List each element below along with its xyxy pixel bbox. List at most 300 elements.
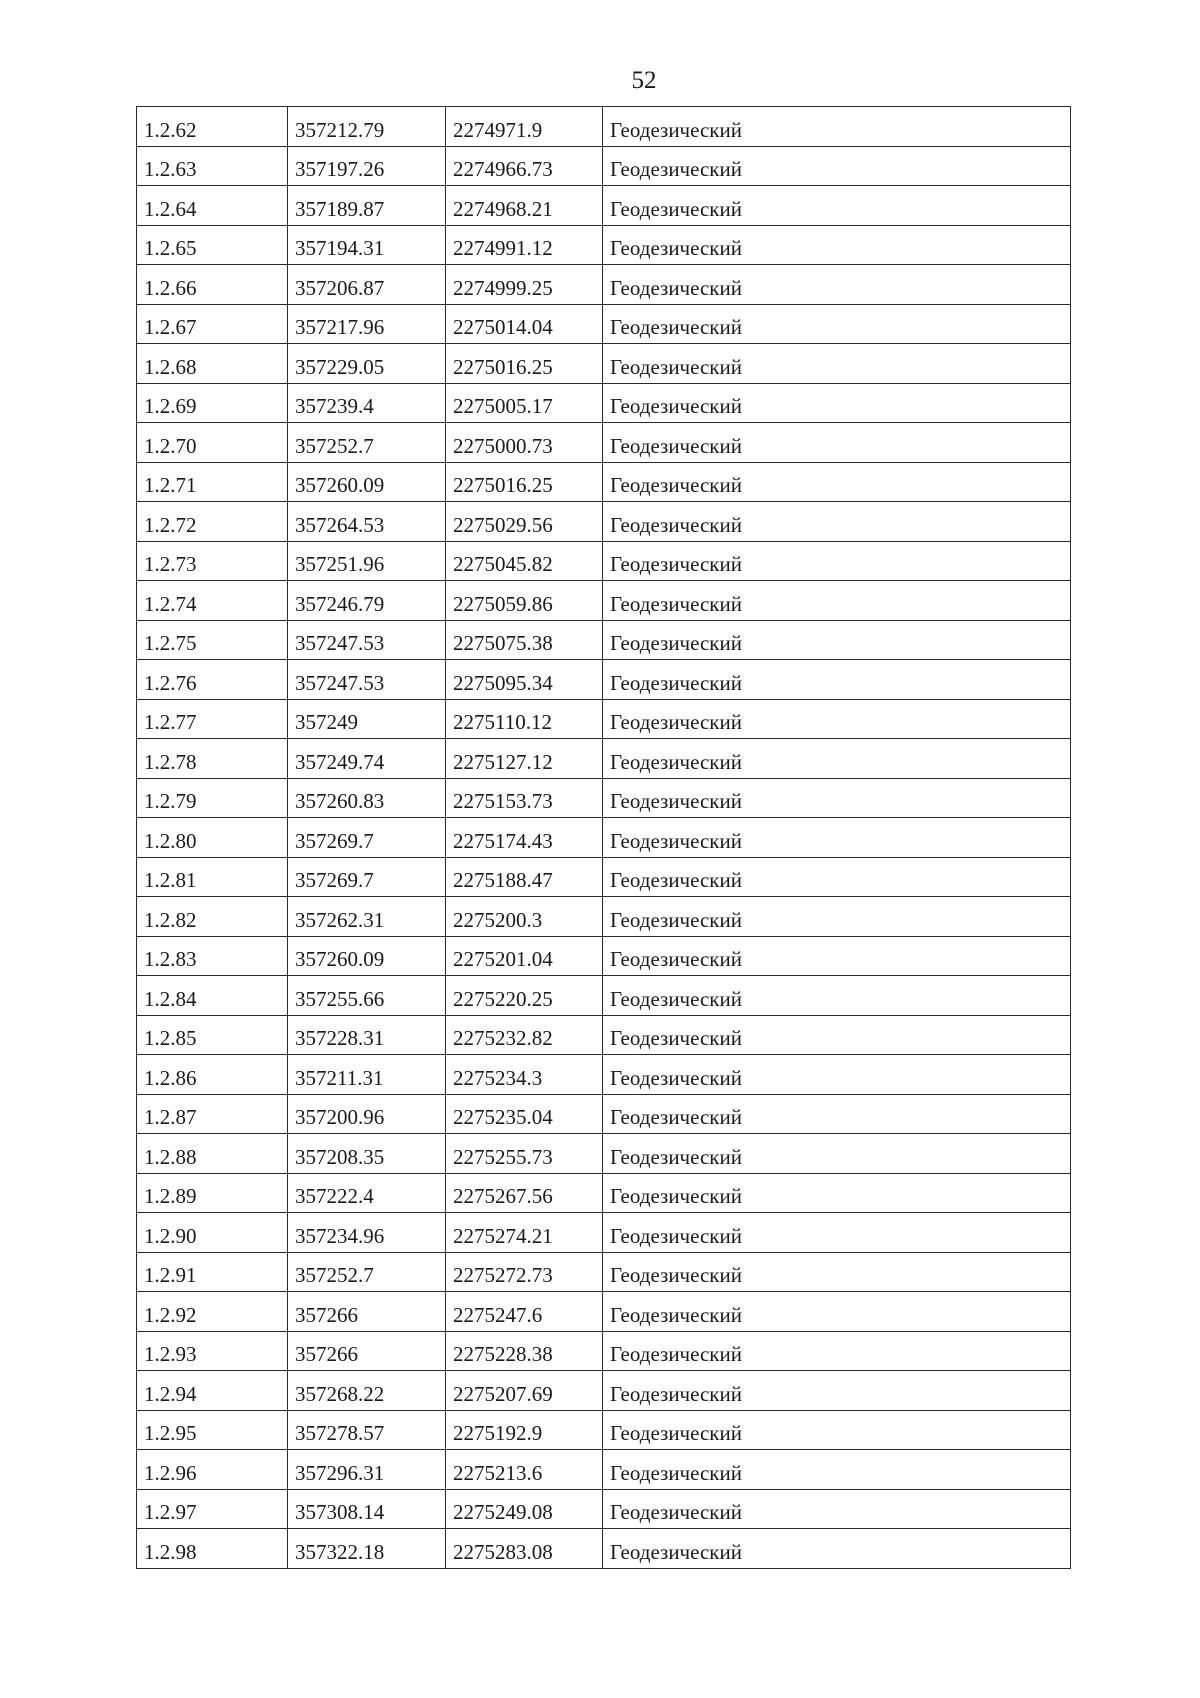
table-row (137, 186, 1071, 226)
table-row (137, 1371, 1071, 1411)
point-id-cell-text: 1.2.88 (144, 1144, 197, 1169)
method-cell (603, 739, 1071, 779)
coordinate-x-cell (288, 1450, 446, 1490)
coordinate-x-cell-text: 357262.31 (295, 907, 385, 932)
coordinate-y-cell (446, 146, 603, 186)
coordinate-y-cell (446, 897, 603, 937)
point-id-cell-text: 1.2.74 (144, 591, 197, 616)
point-id-cell (137, 383, 288, 423)
coordinate-x-cell-text: 357255.66 (295, 986, 385, 1011)
point-id-cell (137, 778, 288, 818)
method-cell (603, 778, 1071, 818)
table-row (137, 541, 1071, 581)
table-row (137, 1450, 1071, 1490)
method-cell-text: Геодезический (610, 907, 742, 932)
coordinate-y-cell-text: 2274999.25 (453, 275, 553, 300)
table-row (137, 107, 1071, 147)
method-cell (603, 1331, 1071, 1371)
point-id-cell (137, 936, 288, 976)
coordinate-y-cell-text: 2275220.25 (453, 986, 553, 1011)
point-id-cell (137, 818, 288, 858)
point-id-cell-text: 1.2.69 (144, 394, 197, 418)
point-id-cell-text: 1.2.93 (144, 1342, 197, 1366)
method-cell-text: Геодезический (610, 196, 742, 221)
point-id-cell (137, 304, 288, 344)
method-cell-text: Геодезический (610, 1263, 742, 1287)
coordinate-x-cell-text: 357251.96 (295, 552, 385, 576)
coordinate-x-cell-text: 357322.18 (295, 1539, 385, 1564)
method-cell-text: Геодезический (610, 512, 742, 537)
table-row (137, 739, 1071, 779)
coordinate-y-cell (446, 936, 603, 976)
coordinate-y-cell (446, 1055, 603, 1095)
method-cell (603, 1450, 1071, 1490)
coordinate-x-cell-text: 357211.31 (295, 1065, 384, 1090)
point-id-cell-text: 1.2.94 (144, 1381, 197, 1406)
method-cell (603, 146, 1071, 186)
table-row (137, 1173, 1071, 1213)
coordinate-y-cell-text: 2275095.34 (453, 670, 553, 695)
coordinate-y-cell (446, 857, 603, 897)
point-id-cell-text: 1.2.73 (144, 552, 197, 576)
coordinate-x-cell-text: 357194.31 (295, 236, 385, 260)
coordinate-x-cell (288, 1134, 446, 1174)
coordinate-y-cell (446, 344, 603, 384)
coordinate-y-cell-text: 2275201.04 (453, 947, 553, 971)
method-cell (603, 541, 1071, 581)
method-cell-text: Геодезический (610, 749, 742, 774)
coordinate-x-cell-text: 357266 (295, 1302, 358, 1327)
point-id-cell-text: 1.2.80 (144, 828, 197, 853)
coordinate-y-cell-text: 2275200.3 (453, 907, 543, 932)
point-id-cell-text: 1.2.63 (144, 157, 197, 181)
method-cell (603, 383, 1071, 423)
point-id-cell (137, 1331, 288, 1371)
coordinate-y-cell-text: 2275232.82 (453, 1026, 553, 1050)
method-cell-text: Геодезический (610, 1460, 742, 1485)
method-cell-text: Геодезический (610, 1421, 742, 1445)
coordinate-y-cell-text: 2275283.08 (453, 1539, 553, 1564)
point-id-cell (137, 1015, 288, 1055)
coordinate-y-cell (446, 1292, 603, 1332)
coordinate-x-cell-text: 357197.26 (295, 157, 385, 181)
coordinate-x-cell-text: 357308.14 (295, 1500, 385, 1524)
point-id-cell (137, 265, 288, 305)
coordinate-x-cell-text: 357252.7 (295, 433, 374, 458)
coordinate-x-cell (288, 897, 446, 937)
table-row (137, 225, 1071, 265)
coordinate-y-cell-text: 2275029.56 (453, 512, 553, 537)
coordinate-y-cell (446, 581, 603, 621)
coordinate-x-cell (288, 541, 446, 581)
point-id-cell-text: 1.2.83 (144, 947, 197, 971)
method-cell (603, 186, 1071, 226)
point-id-cell (137, 1252, 288, 1292)
method-cell-text: Геодезический (610, 1500, 742, 1524)
point-id-cell (137, 1134, 288, 1174)
coordinate-x-cell-text: 357234.96 (295, 1223, 385, 1248)
coordinate-y-cell (446, 423, 603, 463)
coordinate-y-cell (446, 225, 603, 265)
coordinate-y-cell (446, 1450, 603, 1490)
point-id-cell-text: 1.2.78 (144, 749, 197, 774)
coordinate-x-cell-text: 357249.74 (295, 749, 385, 774)
method-cell (603, 1134, 1071, 1174)
coordinate-y-cell (446, 107, 603, 147)
coordinate-x-cell-text: 357247.53 (295, 670, 385, 695)
coordinate-y-cell-text: 2274966.73 (453, 157, 553, 181)
method-cell-text: Геодезический (610, 986, 742, 1011)
coordinate-x-cell (288, 1213, 446, 1253)
coordinate-x-cell (288, 107, 446, 147)
point-id-cell (137, 1213, 288, 1253)
point-id-cell (137, 1489, 288, 1529)
method-cell (603, 976, 1071, 1016)
point-id-cell-text: 1.2.97 (144, 1500, 197, 1524)
coordinate-x-cell (288, 699, 446, 739)
table-row (137, 620, 1071, 660)
coordinate-y-cell (446, 1252, 603, 1292)
coordinate-x-cell-text: 357189.87 (295, 196, 385, 221)
method-cell (603, 620, 1071, 660)
coordinate-x-cell (288, 976, 446, 1016)
method-cell-text: Геодезический (610, 710, 742, 734)
coordinate-y-cell (446, 1371, 603, 1411)
point-id-cell-text: 1.2.96 (144, 1460, 197, 1485)
coordinate-y-cell-text: 2275213.6 (453, 1460, 543, 1485)
point-id-cell-text: 1.2.79 (144, 789, 197, 813)
table-row (137, 502, 1071, 542)
coordinate-y-cell-text: 2275247.6 (453, 1302, 543, 1327)
method-cell-text: Геодезический (610, 354, 742, 379)
coordinate-y-cell (446, 1213, 603, 1253)
table-row (137, 1015, 1071, 1055)
method-cell (603, 1292, 1071, 1332)
method-cell-text: Геодезический (610, 275, 742, 300)
coordinate-x-cell-text: 357247.53 (295, 631, 385, 655)
point-id-cell (137, 146, 288, 186)
coordinate-y-cell-text: 2275016.25 (453, 354, 553, 379)
coordinate-y-cell-text: 2275207.69 (453, 1381, 553, 1406)
point-id-cell (137, 660, 288, 700)
coordinate-y-cell-text: 2274991.12 (453, 236, 553, 260)
point-id-cell (137, 462, 288, 502)
table-row (137, 936, 1071, 976)
coordinate-y-cell (446, 1173, 603, 1213)
point-id-cell (137, 897, 288, 937)
point-id-cell-text: 1.2.81 (144, 868, 197, 892)
point-id-cell (137, 699, 288, 739)
point-id-cell (137, 225, 288, 265)
page-number: 52 (631, 67, 657, 94)
method-cell-text: Геодезический (610, 315, 742, 339)
coordinate-y-cell (446, 1489, 603, 1529)
point-id-cell (137, 1173, 288, 1213)
coordinate-x-cell (288, 344, 446, 384)
table-row (137, 1410, 1071, 1450)
method-cell (603, 304, 1071, 344)
coordinate-x-cell (288, 857, 446, 897)
method-cell (603, 225, 1071, 265)
method-cell (603, 936, 1071, 976)
coordinate-x-cell-text: 357239.4 (295, 394, 374, 418)
coordinate-x-cell (288, 304, 446, 344)
method-cell-text: Геодезический (610, 1184, 742, 1208)
coordinate-x-cell (288, 936, 446, 976)
coordinate-y-cell (446, 1331, 603, 1371)
coordinate-y-cell-text: 2275000.73 (453, 433, 553, 458)
coordinate-y-cell-text: 2275249.08 (453, 1500, 553, 1524)
method-cell (603, 1173, 1071, 1213)
method-cell-text: Геодезический (610, 433, 742, 458)
coordinate-x-cell-text: 357252.7 (295, 1263, 374, 1287)
coordinate-x-cell (288, 1094, 446, 1134)
coordinate-y-cell (446, 541, 603, 581)
coordinate-x-cell-text: 357206.87 (295, 275, 385, 300)
method-cell (603, 897, 1071, 937)
point-id-cell-text: 1.2.76 (144, 670, 197, 695)
point-id-cell-text: 1.2.72 (144, 512, 197, 537)
method-cell (603, 857, 1071, 897)
table-row (137, 1529, 1071, 1569)
coordinate-y-cell-text: 2275014.04 (453, 315, 553, 339)
coordinate-y-cell-text: 2275153.73 (453, 789, 553, 813)
method-cell-text: Геодезический (610, 1539, 742, 1564)
method-cell-text: Геодезический (610, 1223, 742, 1248)
coordinate-x-cell-text: 357260.09 (295, 473, 385, 497)
coordinates-table-body (137, 107, 1071, 1569)
point-id-cell (137, 1371, 288, 1411)
coordinate-x-cell-text: 357264.53 (295, 512, 385, 537)
point-id-cell-text: 1.2.71 (144, 473, 197, 497)
table-row (137, 1094, 1071, 1134)
coordinate-y-cell (446, 304, 603, 344)
method-cell-text: Геодезический (610, 591, 742, 616)
method-cell (603, 1489, 1071, 1529)
point-id-cell (137, 344, 288, 384)
point-id-cell (137, 1529, 288, 1569)
method-cell-text: Геодезический (610, 1381, 742, 1406)
table-row (137, 344, 1071, 384)
method-cell-text: Геодезический (610, 1144, 742, 1169)
coordinate-x-cell (288, 1292, 446, 1332)
coordinate-x-cell (288, 818, 446, 858)
coordinate-y-cell-text: 2275059.86 (453, 591, 553, 616)
coordinate-y-cell-text: 2274968.21 (453, 196, 553, 221)
coordinate-y-cell-text: 2275234.3 (453, 1065, 543, 1090)
point-id-cell-text: 1.2.95 (144, 1421, 197, 1445)
method-cell-text: Геодезический (610, 394, 742, 418)
coordinate-y-cell (446, 502, 603, 542)
coordinate-x-cell-text: 357260.09 (295, 947, 385, 971)
coordinate-y-cell-text: 2275192.9 (453, 1421, 543, 1445)
coordinate-x-cell-text: 357269.7 (295, 828, 374, 853)
coordinate-y-cell (446, 1410, 603, 1450)
table-row (137, 1134, 1071, 1174)
coordinate-x-cell (288, 660, 446, 700)
method-cell-text: Геодезический (610, 236, 742, 260)
coordinate-y-cell (446, 620, 603, 660)
method-cell (603, 1371, 1071, 1411)
table-row (137, 265, 1071, 305)
coordinate-y-cell (446, 265, 603, 305)
coordinate-y-cell-text: 2275075.38 (453, 631, 553, 655)
coordinate-y-cell-text: 2275267.56 (453, 1184, 553, 1208)
method-cell (603, 818, 1071, 858)
coordinate-x-cell (288, 1489, 446, 1529)
coordinate-x-cell-text: 357228.31 (295, 1026, 385, 1050)
coordinate-y-cell-text: 2275005.17 (453, 394, 553, 418)
method-cell (603, 699, 1071, 739)
point-id-cell (137, 1292, 288, 1332)
point-id-cell-text: 1.2.70 (144, 433, 197, 458)
method-cell (603, 581, 1071, 621)
method-cell (603, 462, 1071, 502)
method-cell-text: Геодезический (610, 1065, 742, 1090)
method-cell-text: Геодезический (610, 1026, 742, 1050)
method-cell (603, 265, 1071, 305)
coordinate-x-cell (288, 1055, 446, 1095)
coordinate-x-cell-text: 357260.83 (295, 789, 385, 813)
point-id-cell-text: 1.2.84 (144, 986, 197, 1011)
method-cell (603, 107, 1071, 147)
point-id-cell-text: 1.2.90 (144, 1223, 197, 1248)
coordinate-y-cell-text: 2275174.43 (453, 828, 553, 853)
point-id-cell-text: 1.2.66 (144, 275, 197, 300)
point-id-cell (137, 1055, 288, 1095)
coordinate-x-cell (288, 581, 446, 621)
point-id-cell-text: 1.2.62 (144, 117, 197, 142)
point-id-cell-text: 1.2.98 (144, 1539, 197, 1564)
coordinate-y-cell (446, 699, 603, 739)
coordinate-x-cell-text: 357200.96 (295, 1105, 385, 1129)
point-id-cell-text: 1.2.64 (144, 196, 197, 221)
method-cell-text: Геодезический (610, 1342, 742, 1366)
method-cell (603, 1055, 1071, 1095)
point-id-cell-text: 1.2.67 (144, 315, 197, 339)
coordinate-x-cell-text: 357246.79 (295, 591, 385, 616)
coordinate-x-cell-text: 357208.35 (295, 1144, 385, 1169)
coordinate-x-cell-text: 357268.22 (295, 1381, 385, 1406)
coordinate-y-cell-text: 2275127.12 (453, 749, 553, 774)
point-id-cell-text: 1.2.68 (144, 354, 197, 379)
method-cell-text: Геодезический (610, 789, 742, 813)
point-id-cell (137, 1410, 288, 1450)
method-cell-text: Геодезический (610, 670, 742, 695)
point-id-cell-text: 1.2.89 (144, 1184, 197, 1208)
coordinate-x-cell-text: 357269.7 (295, 868, 374, 892)
coordinate-y-cell-text: 2275255.73 (453, 1144, 553, 1169)
point-id-cell (137, 541, 288, 581)
method-cell (603, 1410, 1071, 1450)
coordinate-x-cell (288, 778, 446, 818)
coordinate-x-cell (288, 502, 446, 542)
method-cell-text: Геодезический (610, 473, 742, 497)
table-row (137, 1213, 1071, 1253)
method-cell-text: Геодезический (610, 117, 742, 142)
method-cell-text: Геодезический (610, 1302, 742, 1327)
table-row (137, 423, 1071, 463)
coordinate-y-cell-text: 2275045.82 (453, 552, 553, 576)
coordinate-x-cell (288, 186, 446, 226)
coordinate-y-cell (446, 462, 603, 502)
table-row (137, 699, 1071, 739)
table-row (137, 778, 1071, 818)
coordinate-x-cell-text: 357222.4 (295, 1184, 374, 1208)
table-row (137, 1489, 1071, 1529)
table-row (137, 660, 1071, 700)
coordinate-x-cell (288, 1371, 446, 1411)
coordinate-y-cell (446, 383, 603, 423)
point-id-cell (137, 976, 288, 1016)
coordinate-x-cell-text: 357278.57 (295, 1421, 385, 1445)
point-id-cell-text: 1.2.82 (144, 907, 197, 932)
point-id-cell-text: 1.2.87 (144, 1105, 197, 1129)
coordinate-x-cell (288, 739, 446, 779)
method-cell (603, 344, 1071, 384)
method-cell-text: Геодезический (610, 1105, 742, 1129)
point-id-cell (137, 620, 288, 660)
coordinate-x-cell-text: 357296.31 (295, 1460, 385, 1485)
point-id-cell (137, 423, 288, 463)
coordinate-x-cell (288, 1252, 446, 1292)
method-cell (603, 660, 1071, 700)
point-id-cell (137, 857, 288, 897)
coordinate-x-cell-text: 357266 (295, 1342, 358, 1366)
table-row (137, 818, 1071, 858)
method-cell (603, 1094, 1071, 1134)
method-cell-text: Геодезический (610, 947, 742, 971)
point-id-cell (137, 739, 288, 779)
table-row (137, 1055, 1071, 1095)
point-id-cell-text: 1.2.77 (144, 710, 197, 734)
coordinate-y-cell (446, 186, 603, 226)
coordinate-y-cell-text: 2274971.9 (453, 117, 543, 142)
table-row (137, 383, 1071, 423)
table-row (137, 897, 1071, 937)
coordinate-y-cell (446, 976, 603, 1016)
coordinate-y-cell-text: 2275188.47 (453, 868, 553, 892)
coordinate-x-cell (288, 383, 446, 423)
coordinate-x-cell-text: 357249 (295, 710, 358, 734)
table-row (137, 462, 1071, 502)
coordinate-x-cell-text: 357229.05 (295, 354, 385, 379)
point-id-cell (137, 107, 288, 147)
coordinate-x-cell (288, 423, 446, 463)
coordinate-x-cell-text: 357217.96 (295, 315, 385, 339)
point-id-cell-text: 1.2.92 (144, 1302, 197, 1327)
point-id-cell-text: 1.2.75 (144, 631, 197, 655)
coordinate-x-cell-text: 357212.79 (295, 117, 385, 142)
point-id-cell (137, 1094, 288, 1134)
coordinate-y-cell-text: 2275110.12 (453, 710, 552, 734)
coordinate-y-cell (446, 1529, 603, 1569)
coordinate-x-cell (288, 1529, 446, 1569)
table-row (137, 1331, 1071, 1371)
coordinate-x-cell (288, 1015, 446, 1055)
method-cell (603, 1252, 1071, 1292)
coordinates-table (136, 106, 1071, 1569)
table-row (137, 1252, 1071, 1292)
coordinate-x-cell (288, 265, 446, 305)
coordinate-x-cell (288, 1331, 446, 1371)
method-cell (603, 502, 1071, 542)
method-cell-text: Геодезический (610, 157, 742, 181)
table-row (137, 581, 1071, 621)
method-cell (603, 1529, 1071, 1569)
coordinate-x-cell (288, 1173, 446, 1213)
table-row (137, 304, 1071, 344)
